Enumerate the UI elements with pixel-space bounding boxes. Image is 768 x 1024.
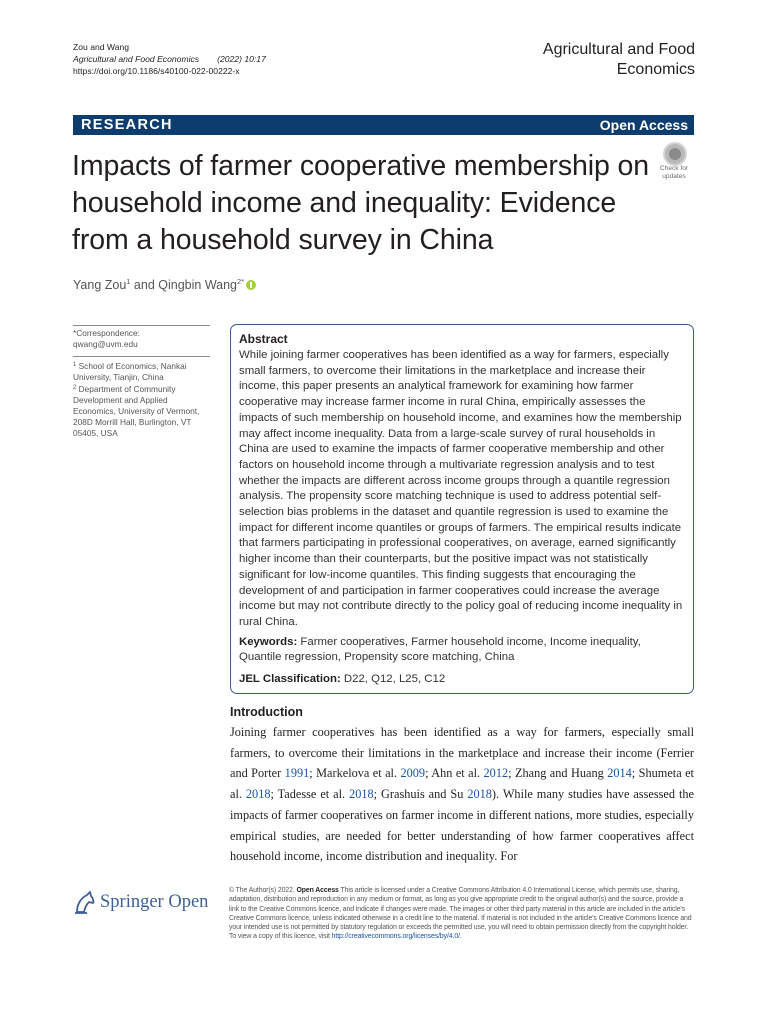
author-affiliation-marker: 1 (126, 277, 131, 286)
year-volume: (2022) 10:17 (217, 54, 266, 64)
section-label: RESEARCH (81, 117, 173, 133)
article-title: Impacts of farmer cooperative membership on household income and inequality: Evidence from a household survey in China (72, 150, 650, 256)
springer-open-text: Springer Open (100, 892, 209, 912)
jel-label: JEL Classification: (239, 673, 341, 686)
orcid-icon[interactable] (246, 280, 256, 290)
author-name[interactable]: Qingbin Wang (158, 278, 238, 292)
abstract-text: While joining farmer cooperatives has been identified as a way for farmers, especially small farmers, to overcome their limitations in the marketplace and increase their income, this paper presents an analytical framework for examining how farmer cooperative may increase farmer income in rural China, empirically assesses the impacts of such membership on household income, and examines how the membership may affect income inequality. Data from a large-scale survey of rural households in China are used to examine the impacts of farmer cooperative membership and other factors on household income through a multivariate regression analysis and to test whether the impacts are different across income groups through a quantile regression analysis. The propensity score matching technique is used to address potential self-selection bias problems in the dataset and quantile regression is used to examine the impact for different income quantiles or groups of farmers. The empirical results indicate that farmers participating in professional cooperatives, on average, earned significantly higher income than their counterparts, but the positive impact was not statistically significant for low-income quantiles. This finding suggests that encouraging the development of and participation in farmer cooperatives could increase the average income but may not contribute directly to the policy goal of reducing income inequality in rural China. (239, 349, 683, 628)
check-updates-line2: updates (662, 172, 686, 180)
article-type-banner (73, 115, 694, 135)
keywords-label: Keywords: (239, 635, 298, 648)
keywords-list: Farmer cooperatives, Farmer household income, Income inequality, Quantile regression, Propensity score matching, China (239, 635, 641, 664)
citation-link[interactable]: 2009 (400, 766, 426, 781)
authors-short: Zou and Wang (73, 42, 130, 52)
springer-open-logo (73, 887, 215, 917)
introduction-paragraph: Joining farmer cooperatives has been identified as a way for farmers, especially small farmers, to overcome their limitations in the marketplace and increase their income (Ferrier and Porter 1991; Markelova et al. 2009; Ahn et al. 2012; Zhang and Huang 2014; Shumeta et al. 2018; Tadesse et al. 2018; Grashuis and Su 2018). While many studies have assessed the impacts of farmer cooperatives on farmer income in different nations, more studies, especially empirical studies, are needed for better understanding of how farmer cooperatives affect household income, income distribution and inequality. For (230, 725, 694, 864)
journal-name-line2: Economics (616, 61, 695, 78)
journal-name-line1: Agricultural and Food (542, 41, 695, 58)
license-statement: © The Author(s) 2022. Open Access This article is licensed under a Creative Commons Attribution 4.0 International License, which permits use, sharing, adaptation, distribution and reproduction in any medium or format, as long as you give appropriate credit to the original author(s) and the source, provide a link to the Creative Commons licence, and indicate if changes were made. The images or other third party material in this article are included in the article's Creative Commons licence, unless indicated otherwise in a credit line to the material. If material is not included in the article's Creative Commons licence and your intended use is not permitted by statutory regulation or exceeds the permitted use, you will need to obtain permission directly from the copyright holder. To view a copy of this licence, visit http://creativecommons.org/licenses/by/4.0/. (229, 887, 692, 941)
jel-classification (239, 672, 685, 688)
abstract-heading: Abstract (239, 332, 288, 346)
keywords (239, 635, 685, 666)
citation-link[interactable]: 2018 (245, 787, 271, 802)
article-meta (73, 41, 266, 77)
affiliation-2: $^2$ Department of Community Development and Applied Economics, University of Vermont, 208D Morrill Hall, Burlington, VT 05405, USA (73, 384, 200, 438)
check-updates-line1: Check for (659, 165, 689, 172)
license-open-access: Open Access (296, 887, 339, 894)
affiliations (73, 357, 210, 439)
check-for-updates-badge[interactable] (652, 141, 696, 179)
abstract-box (230, 324, 694, 694)
author-affiliation-marker: 2* (237, 277, 245, 286)
introduction-heading: Introduction (230, 705, 303, 719)
affiliation-1: $^1$ School of Economics, Nankai University, Tianjin, China (73, 361, 187, 382)
citation-link[interactable]: 1991 (284, 766, 310, 781)
doi-link[interactable]: https://doi.org/10.1186/s40100-022-00222-x (73, 66, 240, 76)
author-list (73, 274, 256, 293)
citation-link[interactable]: 2018 (467, 787, 492, 802)
citation-link[interactable]: 2012 (483, 766, 509, 781)
license-link[interactable]: http://creativecommons.org/licenses/by/4.0/ (331, 933, 460, 941)
correspondence-label: *Correspondence: (73, 328, 140, 338)
open-access-label: Open Access (599, 117, 688, 133)
check-updates-icon (663, 142, 687, 166)
journal-citation-line (73, 53, 266, 65)
springer-horse-icon (73, 890, 97, 916)
correspondence-email[interactable]: qwang@uvm.edu (73, 339, 138, 349)
author-conjunction: and (130, 278, 159, 292)
correspondence-sidebar (73, 325, 210, 439)
journal-name (435, 40, 695, 80)
jel-codes: D22, Q12, L25, C12 (343, 673, 446, 686)
citation-link[interactable]: 2018 (349, 787, 374, 802)
journal-citation: Agricultural and Food Economics (73, 54, 200, 64)
author-name[interactable]: Yang Zou (73, 278, 127, 292)
citation-link[interactable]: 2014 (607, 766, 632, 781)
